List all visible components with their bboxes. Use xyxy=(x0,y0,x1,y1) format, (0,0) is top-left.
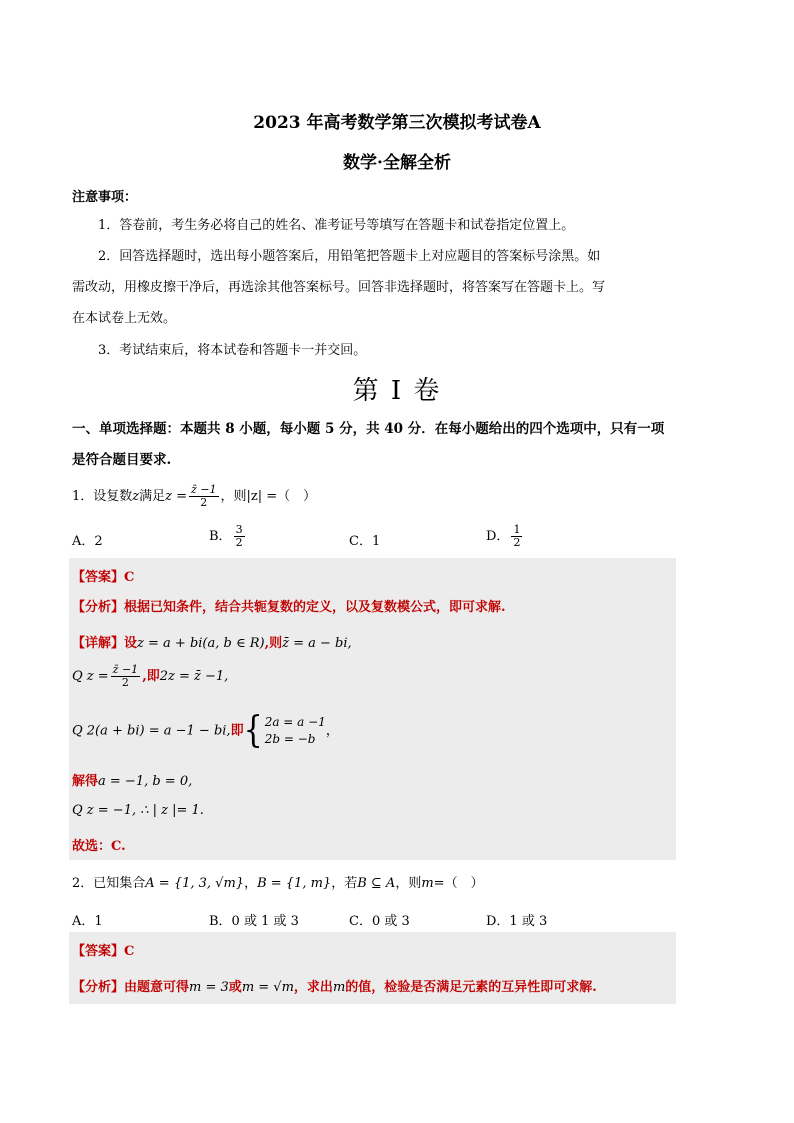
q1-option-b xyxy=(209,524,247,549)
question-1-options xyxy=(0,524,794,554)
notice-item-2-line-1: 2．回答选择题时，选出每小题答案后，用铅笔把答题卡上对应题目的答案标号涂黑。如 xyxy=(98,249,601,264)
q1-s2-pre: Q z = xyxy=(72,669,109,684)
q2-option-b: B．0 或 1 或 3 xyxy=(209,914,299,929)
notice-item-3: 3．考试结束后，将本试卷和答题卡一并交回。 xyxy=(98,343,367,358)
q2-ask2: =（ ） xyxy=(433,876,484,891)
q1-detail-1-math2: z̄ = a − bi, xyxy=(282,636,352,651)
q1-detail-line-2 xyxy=(72,664,228,689)
q2-ask: ，则 xyxy=(395,876,422,891)
question-2-stem xyxy=(72,872,484,891)
q1-detail-1-math: z = a + bi(a, b ∈ R) xyxy=(137,636,265,651)
page-title: 2023 年高考数学第三次模拟考试卷A xyxy=(253,113,541,133)
q2-option-a: A．1 xyxy=(72,914,103,929)
q1-s3-pre: Q 2(a + bi) = a −1 − bi, xyxy=(72,723,231,739)
q2-subset: B ⊆ A xyxy=(357,876,396,891)
q1-answer-tag: 【答案】 xyxy=(72,570,125,585)
q1-option-c: C．1 xyxy=(349,534,381,549)
q1-s2-math: 2z = z̄ −1, xyxy=(159,669,229,684)
q1-conclusion: 故选：C. xyxy=(72,839,126,854)
section-heading-line-1: 一、单项选择题：本题共 8 小题，每小题 5 分，共 40 分．在每小题给出的四个选项中，只有一项 xyxy=(72,421,665,437)
q2-option-c: C．0 或 3 xyxy=(349,914,410,929)
notice-heading: 注意事项： xyxy=(72,190,138,205)
q1-ask: ，则|z| =（ ） xyxy=(220,489,317,504)
q1-cond: 满足 xyxy=(139,489,166,504)
q1-s2-num: z̄ −1 xyxy=(112,663,139,676)
q1-option-d-label: D． xyxy=(486,529,510,544)
q1-s3-post: ， xyxy=(325,723,339,739)
part-title: 第 I 卷 xyxy=(352,376,442,406)
q1-detail-1-b: ,则 xyxy=(264,636,283,651)
q1-s4-pre: 解得 xyxy=(72,774,99,789)
q1-prefix: 1．设复数 xyxy=(72,489,133,504)
q1-analysis-tag: 【分析】 xyxy=(72,600,125,615)
notice-item-2-line-3: 在本试卷上无效。 xyxy=(72,311,177,326)
q1-answer-value: C xyxy=(124,570,135,585)
q1-eq-left: z = xyxy=(165,489,188,504)
q1-option-d xyxy=(486,524,524,549)
q1-option-d-num: 1 xyxy=(513,523,521,536)
q1-frac-den: 2 xyxy=(200,496,208,509)
q2-analysis-3: 的值，检验是否满足元素的互异性即可求解. xyxy=(345,980,597,995)
q2-answer-value: C xyxy=(124,944,135,959)
q1-frac-num: z̄ −1 xyxy=(191,483,217,496)
q1-fraction xyxy=(189,484,219,509)
q1-option-d-den: 2 xyxy=(513,536,521,549)
q2-prefix: 2．已知集合 xyxy=(72,876,146,891)
q1-detail-line-3 xyxy=(72,709,339,752)
q1-analysis xyxy=(72,596,506,615)
q2-analysis-2: ，求出 xyxy=(293,980,333,995)
q1-answer xyxy=(72,566,134,585)
q2-analysis-m: m xyxy=(332,980,346,995)
question-2-solution xyxy=(69,932,676,1004)
q1-option-b-num: 3 xyxy=(235,523,243,536)
q2-set-b: B = {1, m} xyxy=(257,876,332,891)
question-2-options xyxy=(0,910,794,930)
q1-var-z: z xyxy=(132,489,140,504)
q2-answer-tag: 【答案】 xyxy=(72,944,125,959)
q2-sep: ， xyxy=(244,876,258,891)
q1-detail-line-4 xyxy=(72,770,192,789)
q1-detail-line-1 xyxy=(72,632,352,651)
question-1-solution xyxy=(69,558,676,860)
q1-s2-den: 2 xyxy=(121,676,129,689)
q2-analysis-or: 或 xyxy=(228,980,242,995)
q1-detail-line-5: Q z = −1, ∴ | z |= 1. xyxy=(72,803,204,818)
q2-cond: ，若 xyxy=(331,876,358,891)
section-heading xyxy=(72,414,682,476)
q1-option-b-den: 2 xyxy=(235,536,243,549)
q1-s3-sys2: 2b = −b xyxy=(264,732,316,746)
notice-item-2 xyxy=(72,241,672,334)
question-1-stem xyxy=(72,484,316,509)
q2-analysis-m1: m = 3 xyxy=(189,980,229,995)
q1-detail-tag: 【详解】 xyxy=(72,636,125,651)
q2-analysis-m2: m = √m xyxy=(241,980,294,995)
q2-analysis xyxy=(72,976,597,995)
q2-set-a: A = {1, 3, √m} xyxy=(145,876,245,891)
q2-analysis-tag: 【分析】 xyxy=(72,980,125,995)
q2-analysis-1: 由题意可得 xyxy=(124,980,190,995)
q1-detail-1: 设 xyxy=(124,636,138,651)
q1-option-b-label: B． xyxy=(209,529,232,544)
q2-option-d: D．1 或 3 xyxy=(486,914,548,929)
q1-s2-post: ,即 xyxy=(142,669,160,684)
q1-s3-mid: 即 xyxy=(230,723,244,739)
q1-analysis-text: 根据已知条件，结合共轭复数的定义，以及复数模公式，即可求解. xyxy=(124,600,506,615)
notice-item-1: 1．答卷前，考生务必将自己的姓名、准考证号等填写在答题卡和试卷指定位置上。 xyxy=(98,218,575,233)
section-heading-line-2: 是符合题目要求. xyxy=(72,452,172,468)
page-subtitle: 数学·全解全析 xyxy=(343,153,451,173)
notice-item-2-line-2: 需改动，用橡皮擦干净后，再选涂其他答案标号。回答非选择题时，将答案写在答题卡上。写 xyxy=(72,280,606,295)
q2-answer xyxy=(72,940,134,959)
q1-s4-math: a = −1, b = 0, xyxy=(98,774,193,789)
q1-system-brace: { xyxy=(243,709,263,752)
q1-option-a: A．2 xyxy=(72,534,103,549)
q2-var-m: m xyxy=(421,876,434,891)
q1-s3-sys1: 2a = a −1 xyxy=(264,715,326,729)
